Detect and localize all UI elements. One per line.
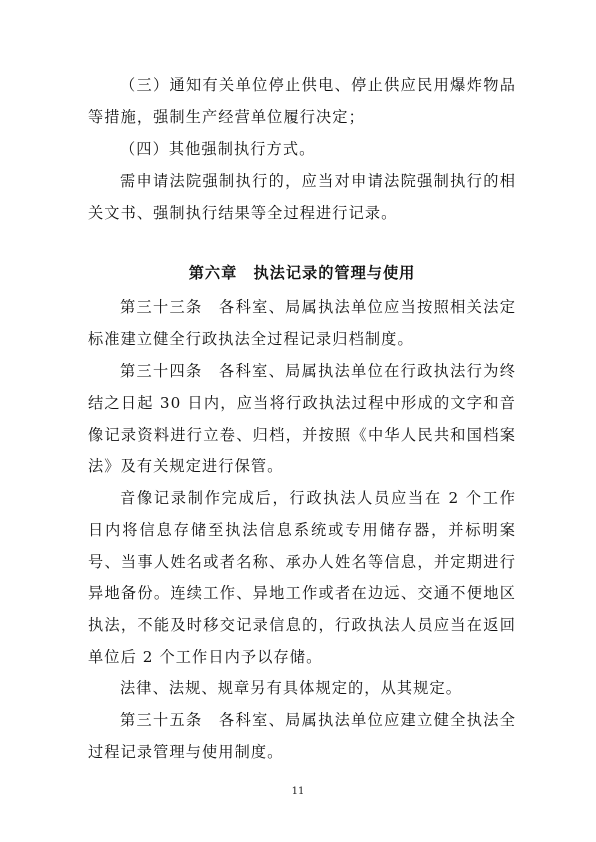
chapter-title: 第六章 执法记录的管理与使用 — [188, 264, 416, 282]
paragraph-enforcement-measures: （三）通知有关单位停止供电、停止供应民用爆炸物品等措施，强制生产经营单位履行决定； — [88, 76, 516, 126]
article-33: 第三十三条 各科室、局属执法单位应当按照相关法定标准建立健全行政执法全过程记录归档制度。 — [88, 298, 516, 348]
article-35: 第三十五条 各科室、局属执法单位应建立健全执法全过程记录管理与使用制度。 — [88, 711, 516, 761]
paragraph-audio-video-records: 音像记录制作完成后，行政执法人员应当在 2 个工作日内将信息存储至执法信息系统或专用储存器，并标明案号、当事人姓名或者名称、承办人姓名等信息，并定期进行异地备份。连续工作、异地工作或者在边远、交通不便地区执法，不能及时移交记录信息的，行政执法人员应当在返回单位后 2 个工作日内予以存储。 — [88, 489, 516, 666]
paragraph-other-methods: （四）其他强制执行方式。 — [120, 140, 316, 158]
page-number: 11 — [291, 786, 305, 797]
paragraph-court-enforcement: 需申请法院强制执行的，应当对申请法院强制执行的相关文书、强制执行结果等全过程进行记录。 — [88, 172, 516, 222]
article-34: 第三十四条 各科室、局属执法单位在行政执法行为终结之日起 30 日内，应当将行政执法过程中形成的文字和音像记录资料进行立卷、归档，并按照《中华人民共和国档案法》及有关规定进行保管。 — [88, 362, 516, 476]
paragraph-special-provisions: 法律、法规、规章另有具体规定的，从其规定。 — [120, 679, 463, 697]
